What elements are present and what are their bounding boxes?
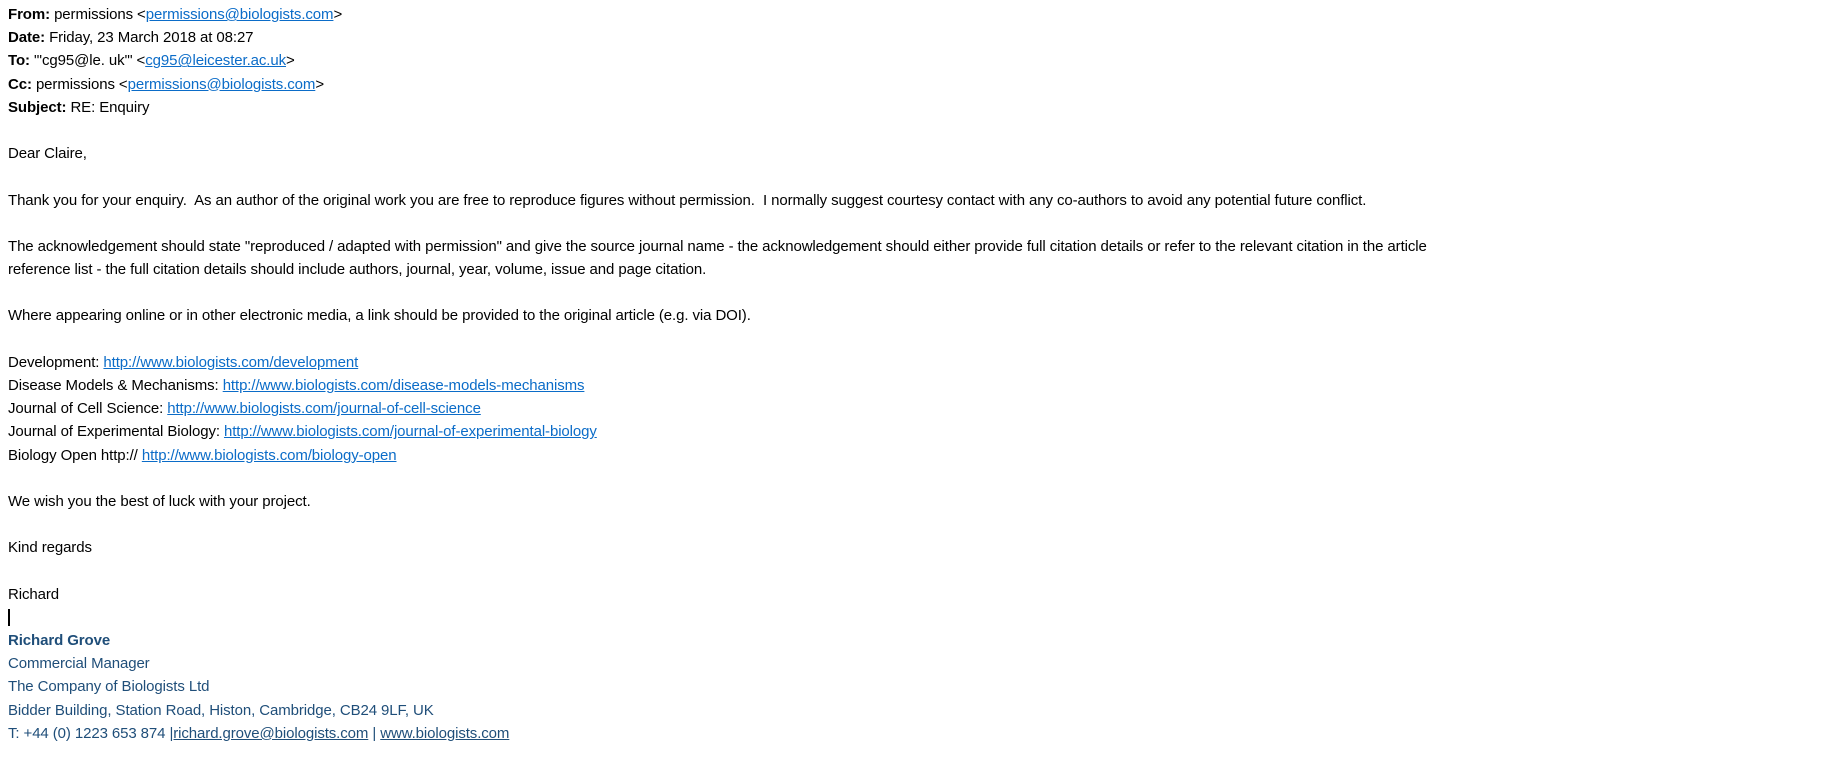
paragraph-2-line-2: reference list - the full citation details should include authors, journal, year, volume, issue and page citation. (8, 261, 707, 279)
jcs-url-link[interactable]: http://www.biologists.com/journal-of-cell-science (167, 400, 481, 418)
journal-link-biology-open (8, 444, 1820, 467)
signoff: Richard (8, 585, 59, 603)
jeb-url-link[interactable]: http://www.biologists.com/journal-of-experimental-biology (223, 423, 597, 441)
signature-role: Commercial Manager (8, 655, 150, 673)
signature-company: The Company of Biologists Ltd (8, 678, 210, 696)
journal-link-jeb (8, 420, 1820, 443)
date-text: Friday, 23 March 2018 at 08:27 (45, 29, 254, 47)
to-label: To: (8, 52, 30, 70)
text-cursor (8, 609, 10, 626)
cursor-line (8, 606, 1820, 629)
valediction: Kind regards (8, 539, 92, 557)
subject-label: Subject: (8, 98, 67, 116)
cc-text: permissions < (31, 75, 128, 93)
signature-email-link[interactable]: |richard.grove@biologists.com (169, 724, 369, 742)
dmm-url-link[interactable]: http://www.biologists.com/disease-models-mechanisms (222, 377, 585, 394)
blank-line (8, 560, 1820, 583)
cc-label: Cc: (8, 75, 32, 93)
biology-open-url-link[interactable]: http://www.biologists.com/biology-open (141, 446, 397, 464)
journal-label: Disease Models & Mechanisms: (8, 377, 223, 394)
development-url-link[interactable]: http://www.biologists.com/development (103, 353, 359, 371)
from-suffix: > (333, 6, 343, 23)
header-row-cc (8, 73, 1820, 96)
to-suffix: > (286, 52, 295, 70)
header-row-date (8, 26, 1820, 49)
signature-website-link[interactable]: www.biologists.com (380, 724, 510, 742)
signature-name: Richard Grove (8, 632, 111, 650)
blank-line (8, 513, 1820, 536)
blank-line (8, 328, 1820, 351)
cc-suffix: > (315, 75, 324, 93)
from-email-link[interactable]: permissions@biologists.com (145, 6, 334, 23)
journal-link-dmm (8, 374, 1820, 397)
header-row-to (8, 49, 1820, 72)
journal-link-development (8, 351, 1820, 374)
blank-line (8, 212, 1820, 235)
paragraph-1: Thank you for your enquiry. As an author of the original work you are free to reproduce figures without permission. I normally suggest courtesy contact with any co-authors to avoid any potential future conflict. (8, 191, 1367, 209)
blank-line (8, 165, 1820, 188)
journal-label: Journal of Experimental Biology: (8, 423, 224, 441)
subject-text: RE: Enquiry (66, 98, 150, 116)
cc-email-link[interactable]: permissions@biologists.com (127, 75, 316, 93)
from-label: From: (8, 6, 50, 23)
signature-contact (8, 722, 1820, 745)
blank-line (8, 467, 1820, 490)
date-label: Date: (8, 29, 46, 47)
blank-line (8, 119, 1820, 142)
journal-label: Biology Open http:// (8, 446, 142, 464)
to-text: "'cg95@le. uk'" < (29, 52, 146, 70)
header-row-subject (8, 96, 1820, 119)
signature-separator: | (368, 724, 381, 742)
journal-link-jcs (8, 397, 1820, 420)
journal-label: Journal of Cell Science: (8, 400, 168, 418)
signature-phone: T: +44 (0) 1223 653 874 (8, 724, 170, 742)
paragraph-2-line-1: The acknowledgement should state "reproduced / adapted with permission" and give the source journal name - the acknowledgement should either provide full citation details or refer to the relevant citation in the article (8, 237, 1427, 255)
from-text: permissions < (50, 6, 146, 23)
salutation: Dear Claire, (8, 145, 87, 163)
paragraph-3: Where appearing online or in other electronic media, a link should be provided to the original article (e.g. via DOI). (8, 307, 751, 325)
to-email-link[interactable]: cg95@leicester.ac.uk (145, 52, 287, 70)
blank-line (8, 281, 1820, 304)
signature-address: Bidder Building, Station Road, Histon, Cambridge, CB24 9LF, UK (8, 701, 434, 719)
journal-label: Development: (8, 353, 104, 371)
header-row-from (8, 3, 1820, 26)
wellwish: We wish you the best of luck with your project. (8, 492, 311, 510)
